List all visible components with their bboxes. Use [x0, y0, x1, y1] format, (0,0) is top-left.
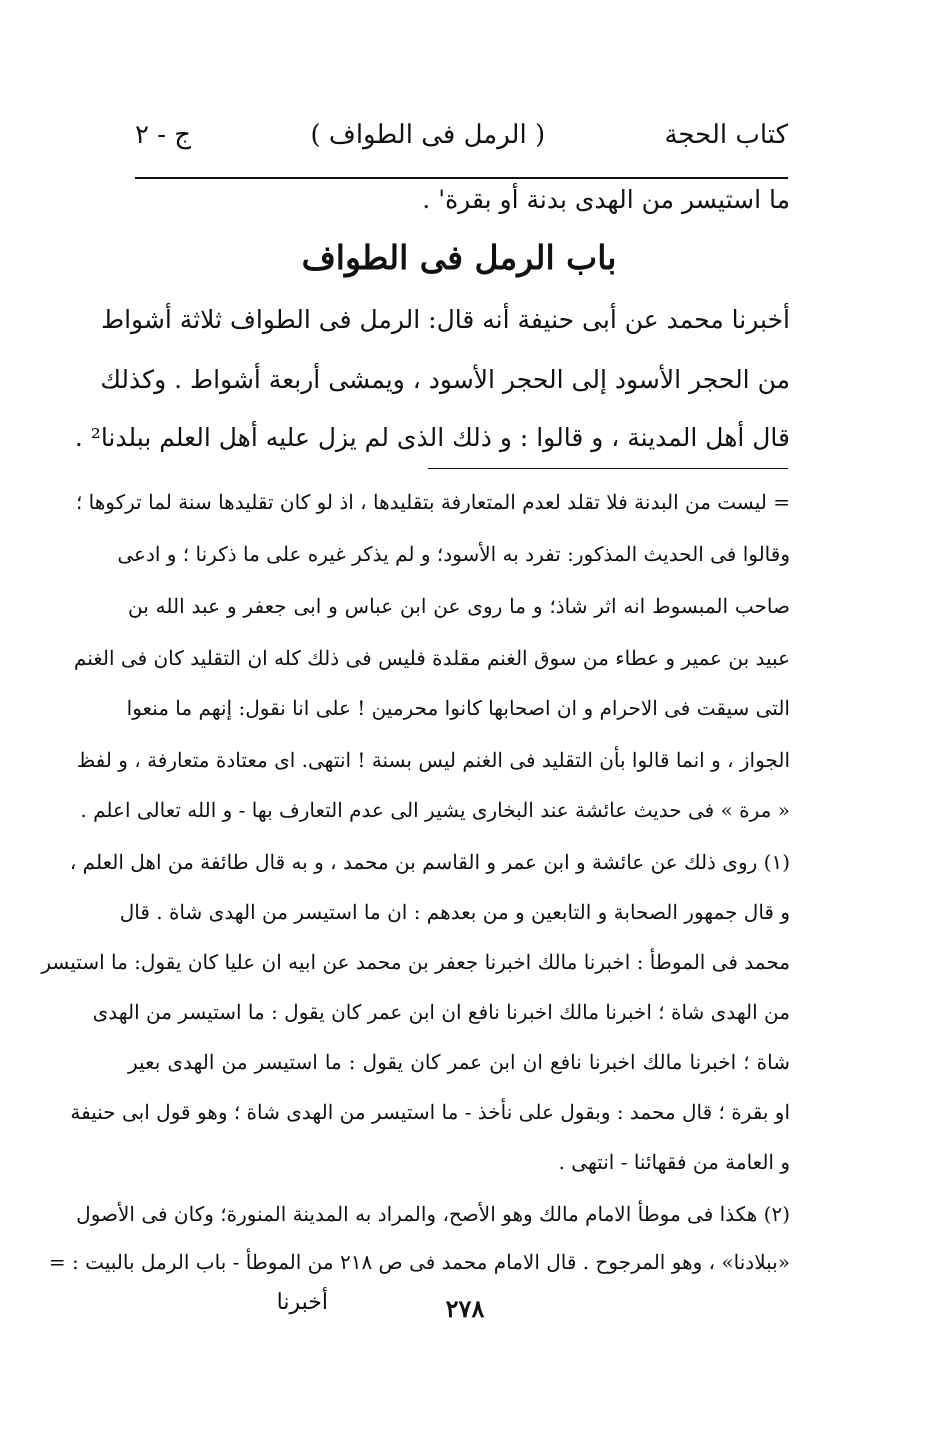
footnote-continuation-line: التى سيقت فى الاحرام و ان اصحابها كانوا محرمين ! على انا نقول: إنهم ما منعوا: [126, 696, 790, 720]
main-text-line: أخبرنا محمد عن أبى حنيفة أنه قال: الرمل فى الطواف ثلاثة أشواط: [100, 305, 790, 334]
footnote-continuation-line: « مرة » فى حديث عائشة عند البخارى يشير الى عدم التعارف بها - و الله تعالى اعلم .: [80, 798, 790, 822]
footnote-continuation-line: عبيد بن عمير و عطاء من سوق الغنم مقلدة فليس فى ذلك كله ان التقليد كان فى الغنم: [73, 646, 790, 670]
page-number: ٢٧٨: [445, 1294, 485, 1323]
main-text-line: قال أهل المدينة ، و قالوا : و ذلك الذى لم يزل عليه أهل العلم ببلدنا² .: [74, 423, 790, 452]
footnote-1-line: او بقرة ؛ قال محمد : وبقول على نأخذ - ما استيسر من الهدى شاة ؛ وهو قول ابى حنيفة: [70, 1100, 790, 1124]
main-text-line: من الحجر الأسود إلى الحجر الأسود ، ويمشى أربعة أشواط . وكذلك: [100, 365, 790, 394]
footnote-separator: [428, 468, 788, 469]
footnote-continuation-line: وقالوا فى الحديث المذكور: تفرد به الأسود؛ و لم يذكر غيره على ما ذكرنا ؛ و ادعى: [117, 542, 790, 566]
opening-line: ما استيسر من الهدى بدنة أو بقرة' .: [422, 185, 790, 214]
header-volume: ج - ٢: [135, 120, 192, 150]
footnote-continuation-line: صاحب المبسوط انه اثر شاذ؛ و ما روى عن ابن عباس و ابى جعفر و عبد الله بن: [128, 594, 790, 618]
footnote-1-line: (١) روى ذلك عن عائشة و ابن عمر و القاسم بن محمد ، و به قال طائفة من اهل العلم ،: [69, 850, 790, 874]
footnote-2-line: «ببلادنا» ، وهو المرجوح . قال الامام محمد فى ص ٢١٨ من الموطأ - باب الرمل بالبيت : =: [48, 1250, 790, 1274]
catchword: أخبرنا: [276, 1290, 328, 1315]
footnote-1-line: و العامة من فقهائنا - انتهى .: [558, 1150, 790, 1174]
header-rule: [135, 177, 788, 179]
footnote-1-line: و قال جمهور الصحابة و التابعين و من بعدهم : ان ما استيسر من الهدى شاة . قال: [119, 900, 790, 924]
footnote-1-line: شاة ؛ اخبرنا مالك اخبرنا نافع ان ابن عمر كان يقول : ما استيسر من الهدى بعير: [128, 1050, 790, 1074]
footnote-1-line: من الهدى شاة ؛ اخبرنا مالك اخبرنا نافع ان ابن عمر كان يقول : ما استيسر من الهدى: [92, 1000, 790, 1024]
header-section-title: ( الرمل فى الطواف ): [310, 120, 546, 150]
footnote-continuation-line: الجواز ، و انما قالوا بأن التقليد فى الغنم ليس بسنة ! انتهى. اى معتادة متعارفة ، و لفظ: [76, 748, 790, 772]
running-header: [135, 112, 788, 158]
footnote-1-line: محمد فى الموطأ : اخبرنا مالك اخبرنا جعفر بن محمد عن ابيه ان عليا كان يقول: ما استيسر: [41, 950, 790, 974]
chapter-title: باب الرمل فى الطواف: [301, 238, 617, 277]
footnote-continuation-line: = ليست من البدنة فلا تقلد لعدم المتعارفة بتقليدها ، اذ لو كان تقليدها سنة لما تركوها ؛: [75, 490, 790, 514]
header-book-title: كتاب الحجة: [664, 120, 788, 150]
footnote-2-line: (٢) هكذا فى موطأ الامام مالك وهو الأصح، والمراد به المدينة المنورة؛ وكان فى الأصول: [76, 1202, 790, 1226]
